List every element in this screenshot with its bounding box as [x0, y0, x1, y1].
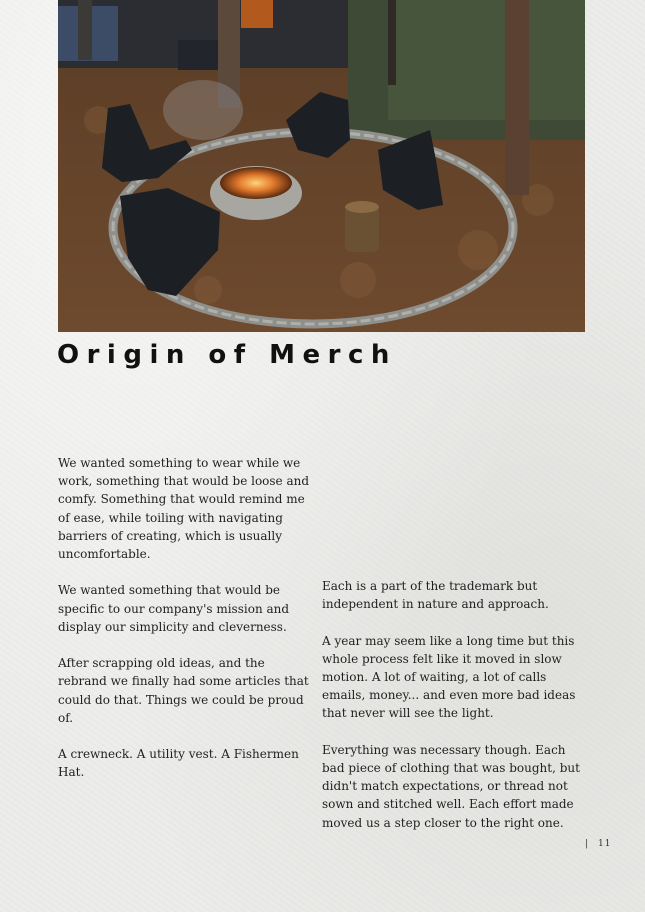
page-number: [585, 839, 612, 849]
paragraph: After scrapping old ideas, and the rebrand we finally had some articles that could do that. Things we could be proud of.: [58, 656, 309, 725]
page-number-value: 11: [598, 839, 612, 849]
left-text-column: [58, 454, 310, 800]
page-title: Origin of Merch: [57, 340, 397, 370]
paragraph: A crewneck. A utility vest. A Fishermen Hat.: [58, 747, 299, 780]
page-number-divider: |: [585, 839, 590, 849]
right-text-column: [322, 577, 580, 850]
paragraph: We wanted something to wear while we work, something that would be loose and comfy. Something that would remind me of ease, while toiling with navigating barriers of creating, which is usually uncomfortable.: [58, 456, 310, 562]
paragraph: We wanted something that would be specific to our company's mission and display our simplicity and cleverness.: [58, 583, 290, 634]
paragraph: Everything was necessary though. Each bad piece of clothing that was bought, but didn't match expectations, or thread not sown and stitched well. Each effort made moved us a step closer to the right one.: [322, 742, 580, 830]
hero-photo: [58, 0, 585, 332]
paragraph: A year may seem like a long time but this whole process felt like it moved in slow motion. A lot of waiting, a lot of calls emails, money... and even more bad ideas that never will see the light.: [322, 633, 576, 721]
paragraph: Each is a part of the trademark but independent in nature and approach.: [322, 579, 549, 612]
